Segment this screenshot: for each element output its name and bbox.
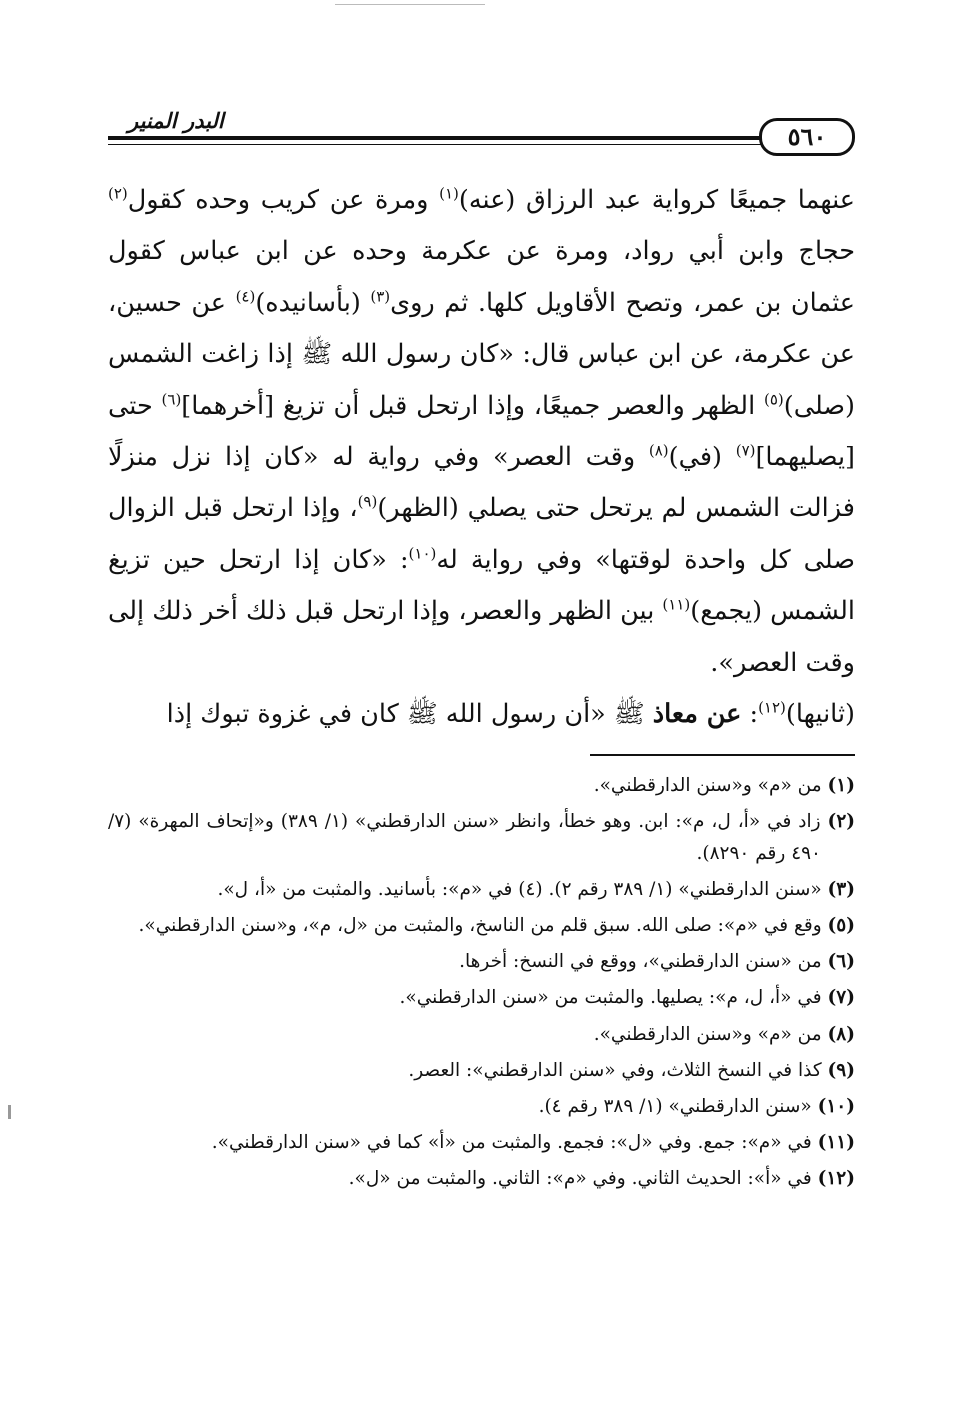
text-run: عن حسين، عن عكرمة، عن ابن عباس قال: «كان رسول الله ﷺ إذا زاغت الشمس (صلى) <box>108 287 855 421</box>
footnote-text: «سنن الدارقطني» (١/ ٣٨٩ رقم ٤). <box>538 1096 818 1117</box>
footnote-number: (٥) <box>827 915 855 937</box>
footnote-number: (٧) <box>827 987 855 1009</box>
text-run: عنهما جميعًا كرواية عبد الرزاق (عنه) <box>458 185 855 215</box>
text-run: بين الظهر والعصر، وإذا ارتحل قبل ذلك أخر ذلك إلى وقت العصر». <box>108 596 855 678</box>
footnote <box>108 1127 855 1159</box>
footnote-separator <box>590 754 855 756</box>
footnote-marker: (٧) <box>735 441 756 460</box>
text-run: ﷺ «أن رسول الله ﷺ كان في غزوة تبوك إذا <box>166 699 653 730</box>
bold-text: عن معاذ <box>652 699 742 730</box>
footnote-number: (١) <box>827 775 855 796</box>
footnote <box>108 1163 855 1195</box>
text-run: (ثانيها) <box>785 699 855 730</box>
footnote-number: (٩) <box>827 1059 855 1081</box>
footnote-text: في «م»: جمع. وفي «ل»: فجمع. والمثبت من «أ» كما في «سنن الدارقطني». <box>211 1132 818 1154</box>
header-rule-thick <box>108 136 765 140</box>
text-run: (بأسانيده) <box>255 287 371 318</box>
footnote-marker: (٩) <box>357 492 378 511</box>
top-edge-rule <box>335 4 485 5</box>
text-run: : «كان إذا ارتحل حين تزيغ الشمس (يجمع) <box>108 544 855 627</box>
footnote <box>108 910 855 942</box>
footnote-text: في «أ»: الحديث الثاني. وفي «م»: الثاني. والمثبت من «ل». <box>348 1168 818 1190</box>
footnotes <box>108 770 855 1200</box>
footnote-marker: (١٠) <box>408 544 437 563</box>
footnote-number: (٣) <box>827 878 855 900</box>
main-text <box>108 175 855 740</box>
page-number: ٥٦٠ <box>759 118 855 156</box>
text-run: (في) <box>668 442 736 473</box>
footnote-number: (١١) <box>817 1132 855 1154</box>
scan-artifact <box>8 1105 11 1119</box>
footnote-marker: (٨) <box>648 441 669 460</box>
footnote-number: (٢) <box>827 811 856 833</box>
footnote-marker: (١) <box>439 184 459 203</box>
footnote <box>108 1055 855 1087</box>
main-paragraph-1 <box>108 175 855 689</box>
footnote <box>108 1019 855 1051</box>
footnote-text: من «م» و«سنن الدارقطني». <box>593 1023 828 1045</box>
text-run: حجاج وابن أبي رواد، ومرة عن عكرمة وحده عن ابن عباس كقول عثمان بن عمر، وتصح الأقاويل كلها. ثم روى <box>108 236 855 318</box>
footnote-number: (٨) <box>827 1023 855 1045</box>
text-run: حتى [يصليهما] <box>108 390 855 473</box>
footnote-number: (١٠) <box>817 1096 855 1117</box>
footnote-marker: (١١) <box>662 595 691 614</box>
footnote-marker: (٤) <box>235 287 256 306</box>
footnote-number: (٦) <box>827 951 855 973</box>
footnote <box>108 874 855 906</box>
footnote-text: من «م» و«سنن الدارقطني». <box>593 775 828 796</box>
running-title: البدر المنير <box>128 108 224 133</box>
footnote-text: في «أ، ل، م»: يصليها. والمثبت من «سنن الدارقطني». <box>399 987 828 1009</box>
footnote <box>108 1091 855 1123</box>
footnote-text: وقع في «م»: صلى الله. سبق قلم من الناسخ، والمثبت من «ل، م»، و«سنن الدارقطني». <box>138 915 828 937</box>
page-header <box>108 108 855 160</box>
footnote <box>108 806 855 869</box>
text-run: ومرة عن كريب وحده كقول <box>127 185 440 215</box>
text-run: : <box>741 699 759 730</box>
text-run: ، وإذا ارتحل قبل الزوال صلى كل واحدة لوقتها» وفي رواية له <box>108 493 855 575</box>
main-paragraph-2 <box>108 689 855 740</box>
footnote-marker: (٢) <box>108 184 128 203</box>
text-run: وقت العصر» وفي رواية له «كان إذا نزل منزلًا فزالت الشمس لم يرتحل حتى يصلي (الظهر) <box>108 442 855 524</box>
footnote <box>108 982 855 1014</box>
footnote-number: (١٢) <box>817 1168 855 1190</box>
footnote-marker: (١٢) <box>758 698 786 717</box>
footnote-marker: (٥) <box>763 390 784 409</box>
footnote-text: «سنن الدارقطني» (١/ ٣٨٩ رقم ٢). (٤) في «م»: بأسانيد. والمثبت من «أ، ل». <box>217 878 828 900</box>
footnote <box>108 946 855 978</box>
footnote-marker: (٣) <box>370 287 391 306</box>
header-rule-thin <box>108 144 765 145</box>
footnote-text: كذا في النسخ الثلاث، وفي «سنن الدارقطني»: العصر. <box>408 1059 828 1081</box>
footnote-marker: (٦) <box>161 390 182 409</box>
footnote-text: من «سنن الدارقطني»، ووقع في النسخ: أخرها. <box>459 951 828 973</box>
footnote-text: زاد في «أ، ل، م»: ابن. وهو خطأ، وانظر «سنن الدارقطني» (١/ ٣٨٩) و«إتحاف المهرة» (٧/ ٤٩٠ رقم ٨٢٩٠). <box>108 811 828 864</box>
text-run: الظهر والعصر جميعًا، وإذا ارتحل قبل أن تزيغ [أخرهما] <box>181 390 764 421</box>
footnote <box>108 770 855 802</box>
